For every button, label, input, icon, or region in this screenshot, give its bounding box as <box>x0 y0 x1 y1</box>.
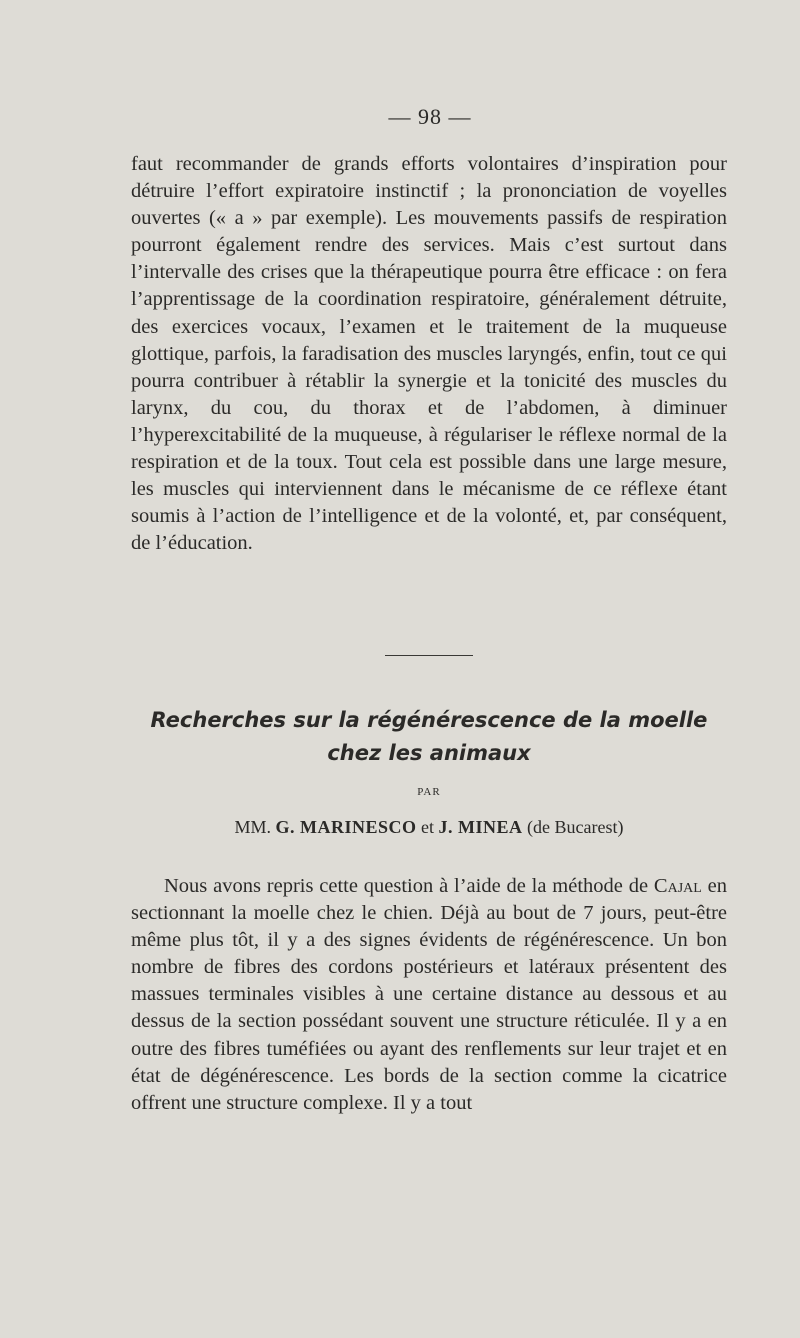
authors-prefix: MM. <box>234 817 272 837</box>
author-minea: J. MINEA <box>438 817 523 837</box>
article-title-line-2: chez les animaux <box>327 741 531 765</box>
section-divider <box>385 655 473 656</box>
cajal-name: Cajal <box>653 875 702 897</box>
article-title-line-1: Recherches sur la régénérescence de la moelle <box>150 708 708 732</box>
article-title <box>131 704 727 770</box>
authors-line <box>131 817 727 838</box>
article-body-paragraph <box>131 873 727 1117</box>
author-marinesco: G. MARINESCO <box>275 817 417 837</box>
authors-affiliation: (de Bucarest) <box>527 817 624 837</box>
paragraph-continuation: faut recommander de grands efforts volontaires d’inspiration pour détruire l’effort expiratoire instinctif ; la prononciation de voyelles ouvertes (« a » par exemple). Les mouvements passifs de respiration pourront également rendre des services. Mais c’est surtout dans l’intervalle des crises que la thérapeutique pourra être efficace : on fera l’apprentissage de la coordination respiratoire, généralement détruite, des exercices vocaux, l’examen et le traitement de la muqueuse glottique, parfois, la faradisation des muscles laryngés, enfin, tout ce qui pourra contribuer à rétablir la synergie et la tonicité des muscles du larynx, du cou, du thorax et de l’abdomen, à diminuer l’hyperexcitabilité de la muqueuse, à régulariser le réflexe normal de la respiration et de la toux. Tout cela est possible dans une large mesure, les muscles qui interviennent dans le mécanisme de ce réflexe étant soumis à l’action de l’intelligence et de la volonté, et, par conséquent, de l’éducation. <box>131 153 727 555</box>
page-number: — 98 — <box>388 104 472 129</box>
authors-conjunction: et <box>421 817 435 837</box>
paragraph-start: Nous avons repris cette question à l’aide de la méthode de <box>164 875 649 897</box>
paragraph-rest: en sectionnant la moelle chez le chien. Déjà au bout de 7 jours, peut-être même plus tôt, il y a des signes évidents de régénérescence. Un bon nombre de fibres des cordons postérieurs et latéraux présentent des massues terminales visibles à une certaine distance au dessous et au dessus de la section possédant souvent une structure réticulée. Il y a en outre des fibres tuméfiées ou ayant des renflements sur leur trajet et en état de dégénérescence. Les bords de la section comme la cicatrice offrent une structure complexe. Il y a tout <box>131 875 727 1114</box>
by-label: PAR <box>417 786 441 798</box>
